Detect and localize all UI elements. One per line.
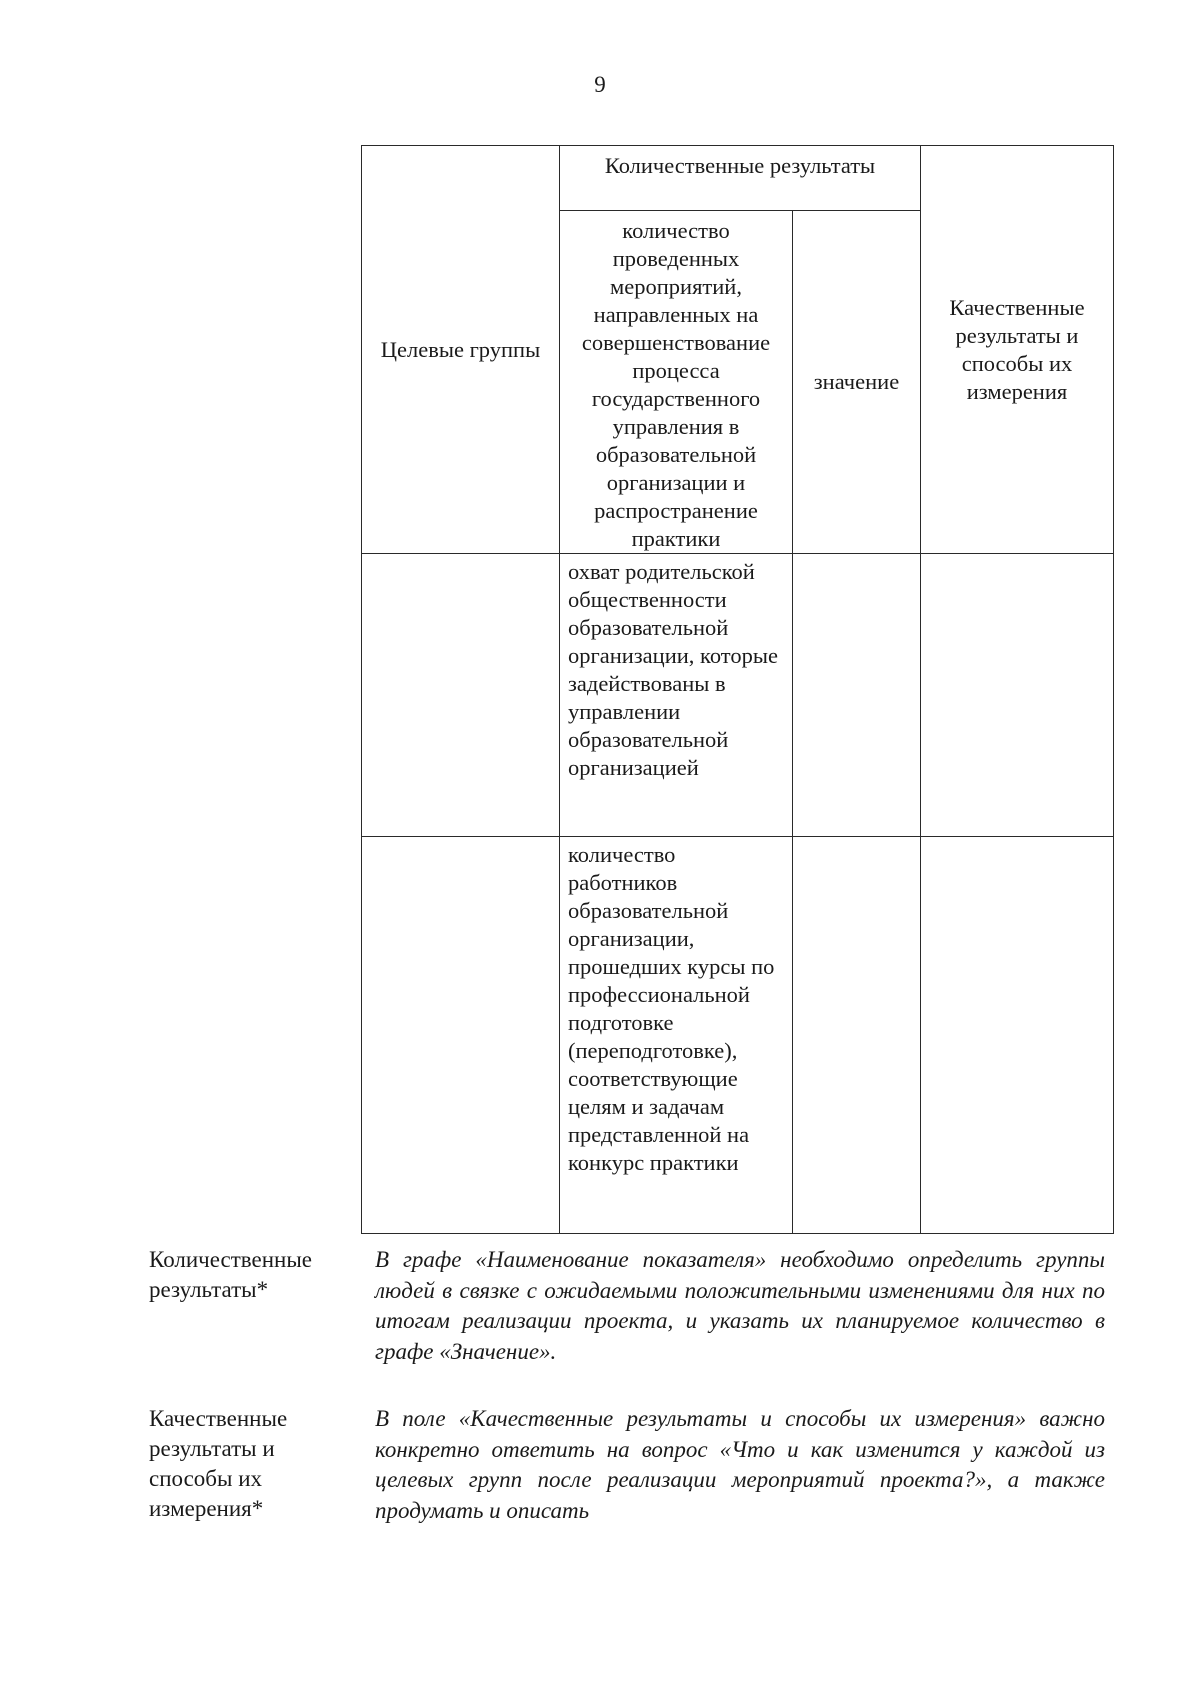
header-indicator: количество проведенных мероприятий, направленных на совершенствование процесса государственного управления в образовательной организации и распространение практики xyxy=(560,211,793,554)
note-text: В графе «Наименование показателя» необходимо определить группы людей в связке с ожидаемыми положительными изменениями для них по итогам реализации проекта, и указать их планируемое количество в графе «Значение». xyxy=(375,1247,1105,1364)
header-target-groups: Целевые группы xyxy=(362,146,560,554)
cell-value xyxy=(793,554,921,837)
table-row xyxy=(362,837,1114,1234)
note-text: В поле «Качественные результаты и способы их измерения» важно конкретно ответить на вопрос «Что и как изменится у каждой из целевых групп после реализации мероприятий проекта?», а также продумать и описать xyxy=(375,1406,1105,1523)
header-qualitative-results: Качественные результаты и способы их измерения xyxy=(921,146,1114,554)
cell-indicator: охват родительской общественности образовательной организации, которые задействованы в управлении образовательной организацией xyxy=(560,554,793,837)
table-header-row xyxy=(362,146,1114,211)
page-number: 9 xyxy=(594,72,606,97)
cell-qualitative xyxy=(921,837,1114,1234)
cell-target-group xyxy=(362,837,560,1234)
note-label: Количественные результаты* xyxy=(149,1247,312,1302)
cell-target-group xyxy=(362,554,560,837)
cell-qualitative xyxy=(921,554,1114,837)
results-table xyxy=(361,145,1114,1234)
header-value: значение xyxy=(793,211,921,554)
note-label: Качественные результаты и способы их измерения* xyxy=(149,1406,288,1521)
header-quantitative-results: Количественные результаты xyxy=(560,146,921,211)
table-row xyxy=(362,554,1114,837)
cell-indicator: количество работников образовательной организации, прошедших курсы по профессиональной подготовке (переподготовке), соответствующие целям и задачам представленной на конкурс практики xyxy=(560,837,793,1234)
cell-value xyxy=(793,837,921,1234)
